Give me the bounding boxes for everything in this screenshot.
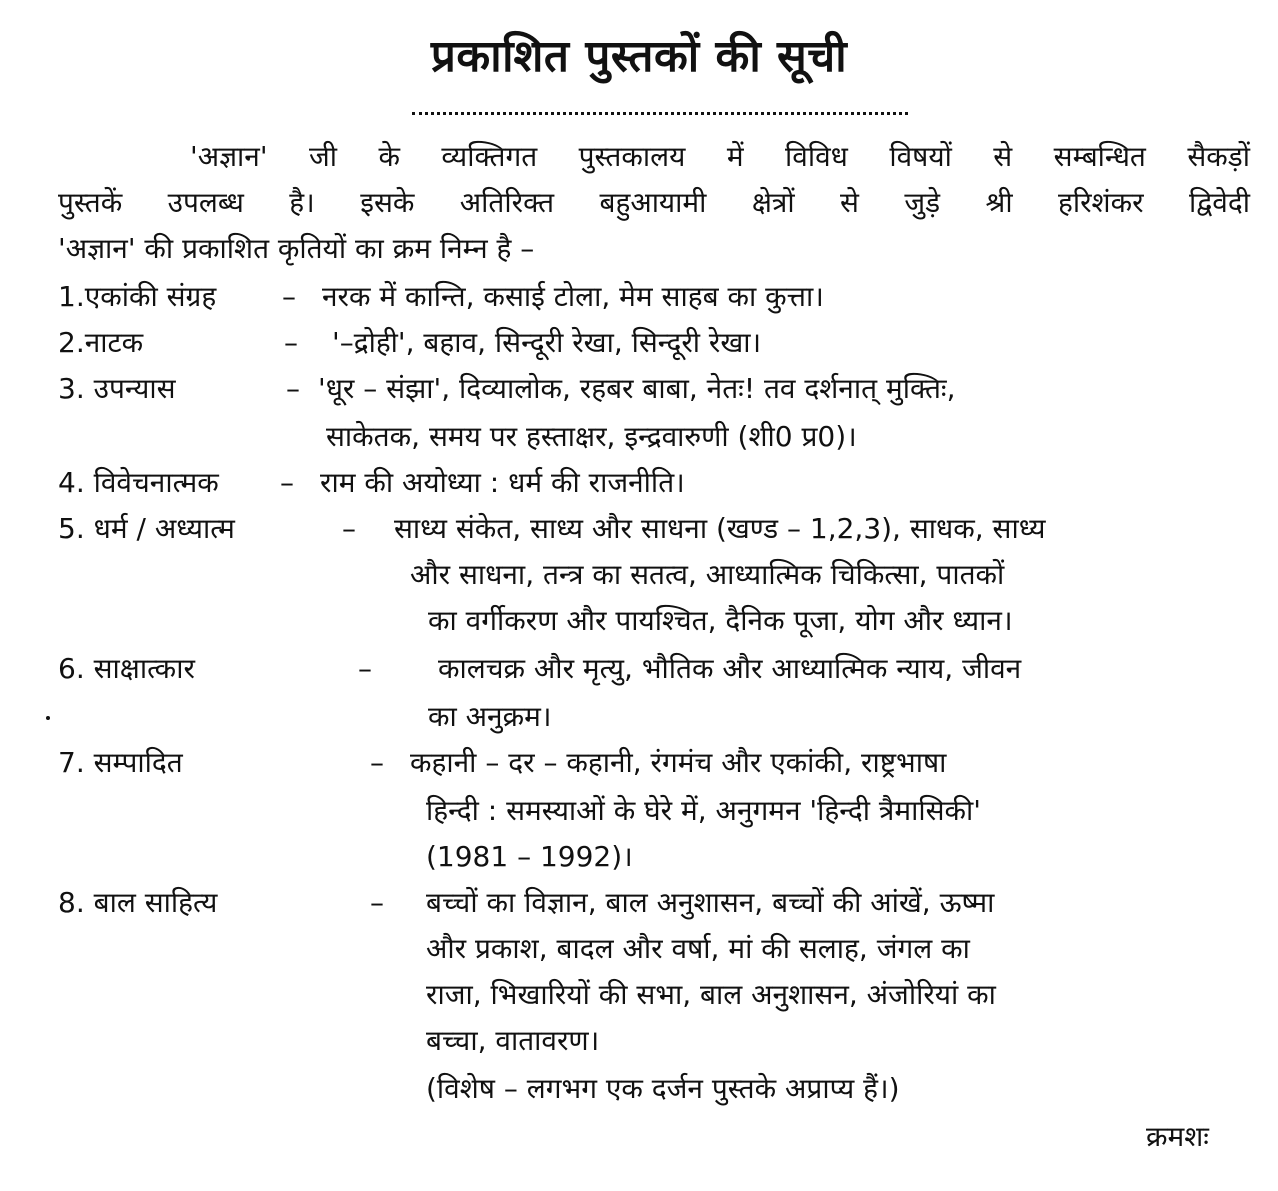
item-3-label: 3. उपन्यास — [58, 372, 176, 405]
item-7-text-1: कहानी – दर – कहानी, रंगमंच और एकांकी, राष्ट्रभाषा — [410, 746, 947, 779]
item-7-dash: – — [370, 746, 384, 779]
item-4-text-1: राम की अयोध्या : धर्म की राजनीति। — [320, 466, 685, 499]
item-5-text-3: का वर्गीकरण और पायश्चित, दैनिक पूजा, योग और ध्यान। — [428, 604, 1013, 637]
item-2-dash: – — [284, 326, 298, 359]
item-3-dash: – — [286, 372, 300, 405]
item-7-label: 7. सम्पादित — [58, 746, 183, 779]
item-8-text-2: और प्रकाश, बादल और वर्षा, मां की सलाह, जंगल का — [426, 932, 970, 965]
item-4-dash: – — [280, 466, 294, 499]
item-8-label: 8. बाल साहित्य — [58, 886, 218, 919]
continued-footer: क्रमशः — [1146, 1120, 1209, 1153]
item-5-label: 5. धर्म / अध्यात्म — [58, 512, 235, 545]
item-1-dash: – — [282, 280, 296, 313]
item-5-dash: – — [342, 512, 356, 545]
item-1-label: 1.एकांकी संग्रह — [58, 280, 217, 313]
item-8-text-4: बच्चा, वातावरण। — [426, 1024, 600, 1057]
item-8-text-5: (विशेष – लगभग एक दर्जन पुस्तके अप्राप्य हैं।) — [426, 1072, 900, 1105]
item-7-text-3: (1981 – 1992)। — [426, 840, 633, 873]
item-4-label: 4. विवेचनात्मक — [58, 466, 219, 499]
item-3-text-1: 'धूर – संझा', दिव्यालोक, रहबर बाबा, नेतः! तव दर्शनात् मुक्तिः, — [318, 372, 956, 405]
item-6-text-2: का अनुक्रम। — [428, 700, 552, 733]
stray-dot-mark — [46, 716, 50, 720]
item-8-text-3: राजा, भिखारियों की सभा, बाल अनुशासन, अंजोरियां का — [426, 978, 996, 1011]
intro-line-2: पुस्तकें उपलब्ध है। इसके अतिरिक्त बहुआयामी क्षेत्रों से जुड़े श्री हरिशंकर द्विवेदी — [58, 186, 1250, 219]
item-8-dash: – — [370, 886, 384, 919]
item-2-text-1: '–द्रोही', बहाव, सिन्दूरी रेखा, सिन्दूरी रेखा। — [332, 326, 762, 359]
intro-line-3: 'अज्ञान' की प्रकाशित कृतियों का क्रम निम्न है – — [58, 232, 535, 265]
item-5-text-2: और साधना, तन्त्र का सतत्व, आध्यात्मिक चिकित्सा, पातकों — [410, 558, 1005, 591]
item-5-text-1: साध्य संकेत, साध्य और साधना (खण्ड – 1,2,3), साधक, साध्य — [394, 512, 1046, 545]
item-1-text-1: नरक में कान्ति, कसाई टोला, मेम साहब का कुत्ता। — [322, 280, 824, 313]
item-2-label: 2.नाटक — [58, 326, 144, 359]
item-6-text-1: कालचक्र और मृत्यु, भौतिक और आध्यात्मिक न्याय, जीवन — [438, 652, 1022, 685]
item-7-text-2: हिन्दी : समस्याओं के घेरे में, अनुगमन 'हिन्दी त्रैमासिकी' — [426, 794, 982, 827]
intro-line-1: 'अज्ञान' जी के व्यक्तिगत पुस्तकालय में विविध विषयों से सम्बन्धित सैकड़ों — [190, 140, 1250, 173]
item-3-text-2: साकेतक, समय पर हस्ताक्षर, इन्द्रवारुणी (शी0 प्र0)। — [326, 420, 857, 453]
item-8-text-1: बच्चों का विज्ञान, बाल अनुशासन, बच्चों की आंखें, ऊष्मा — [426, 886, 995, 919]
item-6-label: 6. साक्षात्कार — [58, 652, 195, 685]
item-6-dash: – — [358, 652, 372, 685]
title-dotted-rule — [412, 112, 908, 115]
page-title: प्रकाशित पुस्तकों की सूची — [430, 31, 848, 82]
